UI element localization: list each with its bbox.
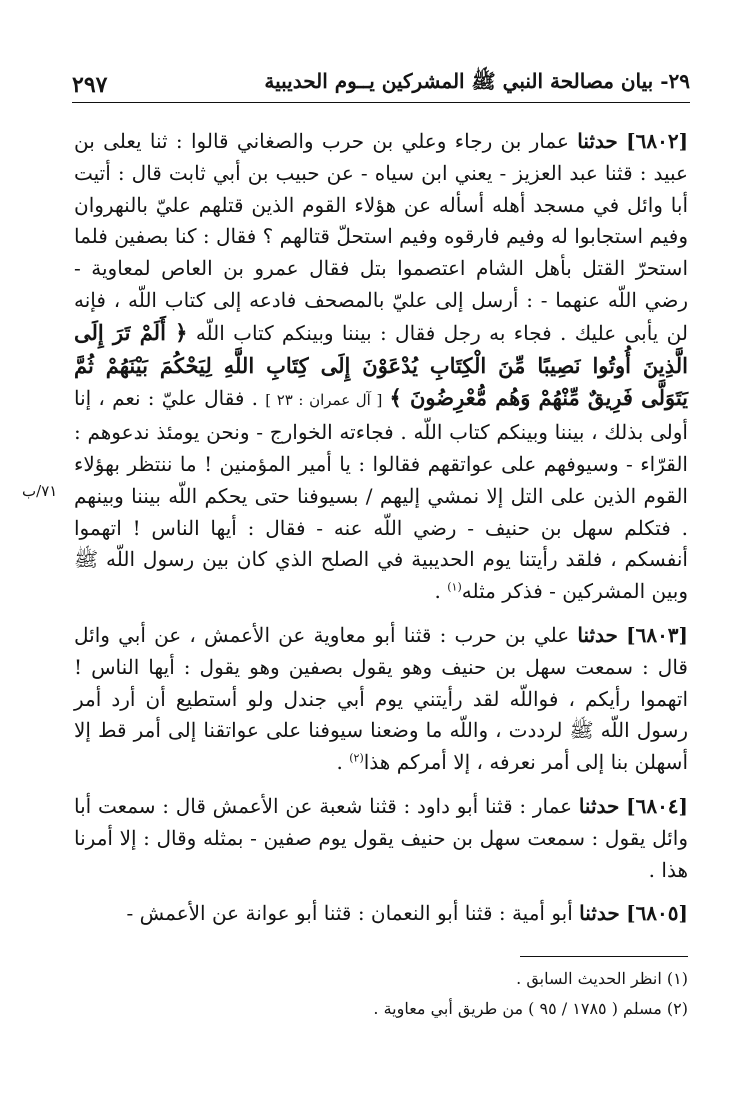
hadith-number: [٦٨٠٢] [626, 129, 689, 153]
quran-reference: [ آل عمران : ٢٣ ] [265, 391, 383, 410]
running-title: ٢٩- بيان مصالحة النبي ﷺ المشركين يــوم الحديبية [264, 69, 690, 93]
hadith-text-continued: . فقال عليّ : نعم ، إنا أولى بذلك ، بيننا وبينكم كتاب اللّه . فجاءته الخوارج - ونحن يومئذ ندعوهم : القرّاء - وسيوفهم على عواتقهم فقالوا : يا أمير المؤمنين ! ما ننتظر بهؤلاء القوم الذين على التل إلا نمشي إليهم / بسيوفنا حتى يحكم اللّه بيننا وبينهم . فتكلم سهل بن حنيف - رضي اللّه عنه - فقال : أيها الناس ! اتهموا أنفسكم ، فلقد رأيتنا يوم الحديبية في الصلح الذي كان بين رسول اللّه ﷺ وبين المشركين - فذكر مثله [74, 386, 688, 604]
footnote-2: (٢) مسلم ( ١٧٨٥ / ٩٥ ) من طريق أبي معاوية . [373, 999, 688, 1018]
hadith-ending: . [336, 750, 350, 775]
hadith-number: [٦٨٠٥] [626, 901, 688, 926]
main-text [74, 126, 688, 942]
footnote-marker: (١) [447, 580, 462, 594]
hadith-number: [٦٨٠٣] [626, 622, 689, 647]
hadith-text: علي بن حرب : قثنا أبو معاوية عن الأعمش ، عن أبي وائل قال : سمعت سهل بن حنيف وهو يقول بصفين وهو يقول : أيها الناس ! اتهموا رأيكم ، فواللّه لقد رأيتني يوم أبي جندل ولو أستطيع أن أرد أمر رسول اللّه ﷺ لرددت ، واللّه ما وضعنا سيوفنا على عواتقنا إلى أمر قط إلا أسهلن بنا إلى أمر نعرفه ، إلا أمركم هذا [74, 622, 688, 775]
quran-verse: ﴿ أَلَمْ تَرَ إِلَى الَّذِينَ أُوتُوا نَصِيبًا مِّنَ الْكِتَابِ يُدْعَوْنَ إِلَى كِتَابِ اللَّهِ لِيَحْكُمَ بَيْنَهُمْ ثُمَّ يَتَوَلَّى فَرِيقٌ مِّنْهُمْ وَهُم مُّعْرِضُونَ ﴾ [74, 319, 688, 411]
hadith-6803 [74, 620, 688, 779]
hadith-opening: حدثنا [579, 901, 620, 926]
footnote-marker: (٢) [349, 751, 364, 765]
page-header [72, 58, 690, 103]
footnotes [74, 964, 688, 1024]
hadith-text: عمار : قثنا أبو داود : قثنا شعبة عن الأعمش قال : سمعت أبا وائل يقول : سمعت سهل بن حنيف يقول يوم صفين - بمثله وقال : إلا أمرنا هذا . [74, 793, 688, 882]
hadith-number: [٦٨٠٤] [626, 793, 689, 818]
hadith-opening: حدثنا [577, 129, 618, 153]
manuscript-folio-note: ٧١/ب [22, 482, 58, 500]
hadith-opening: حدثنا [578, 793, 620, 818]
hadith-text: أبو أمية : قثنا أبو النعمان : قثنا أبو عوانة عن الأعمش - [126, 901, 573, 926]
hadith-opening: حدثنا [577, 622, 618, 647]
page-number: ٢٩٧ [72, 72, 108, 98]
footnote-divider [520, 956, 688, 957]
footnote-1: (١) انظر الحديث السابق . [516, 969, 688, 988]
hadith-6805 [74, 898, 688, 930]
hadith-6804 [74, 791, 688, 886]
hadith-text: عمار بن رجاء وعلي بن حرب والصغاني قالوا : ثنا يعلى بن عبيد : قثنا عبد العزيز - يعني ابن سياه - عن حبيب بن أبي ثابت قال : أتيت أبا وائل في مسجد أهله أسأله عن هؤلاء القوم الذين قتلهم عليّ بالنهروان وفيم استجابوا له وفيم فارقوه وفيم استحلّ قتالهم ؟ فقال : كنا بصفين فلما استحرّ القتل بأهل الشام اعتصموا بتل فقال عمرو بن العاص لمعاوية - رضي اللّه عنهما - : أرسل إلى عليّ بالمصحف فادعه إلى كتاب اللّه ، فإنه لن يأبى عليك . فجاء به رجل فقال : بيننا وبينكم كتاب اللّه [74, 129, 688, 345]
hadith-6802 [74, 126, 688, 608]
hadith-ending: . [434, 579, 448, 604]
